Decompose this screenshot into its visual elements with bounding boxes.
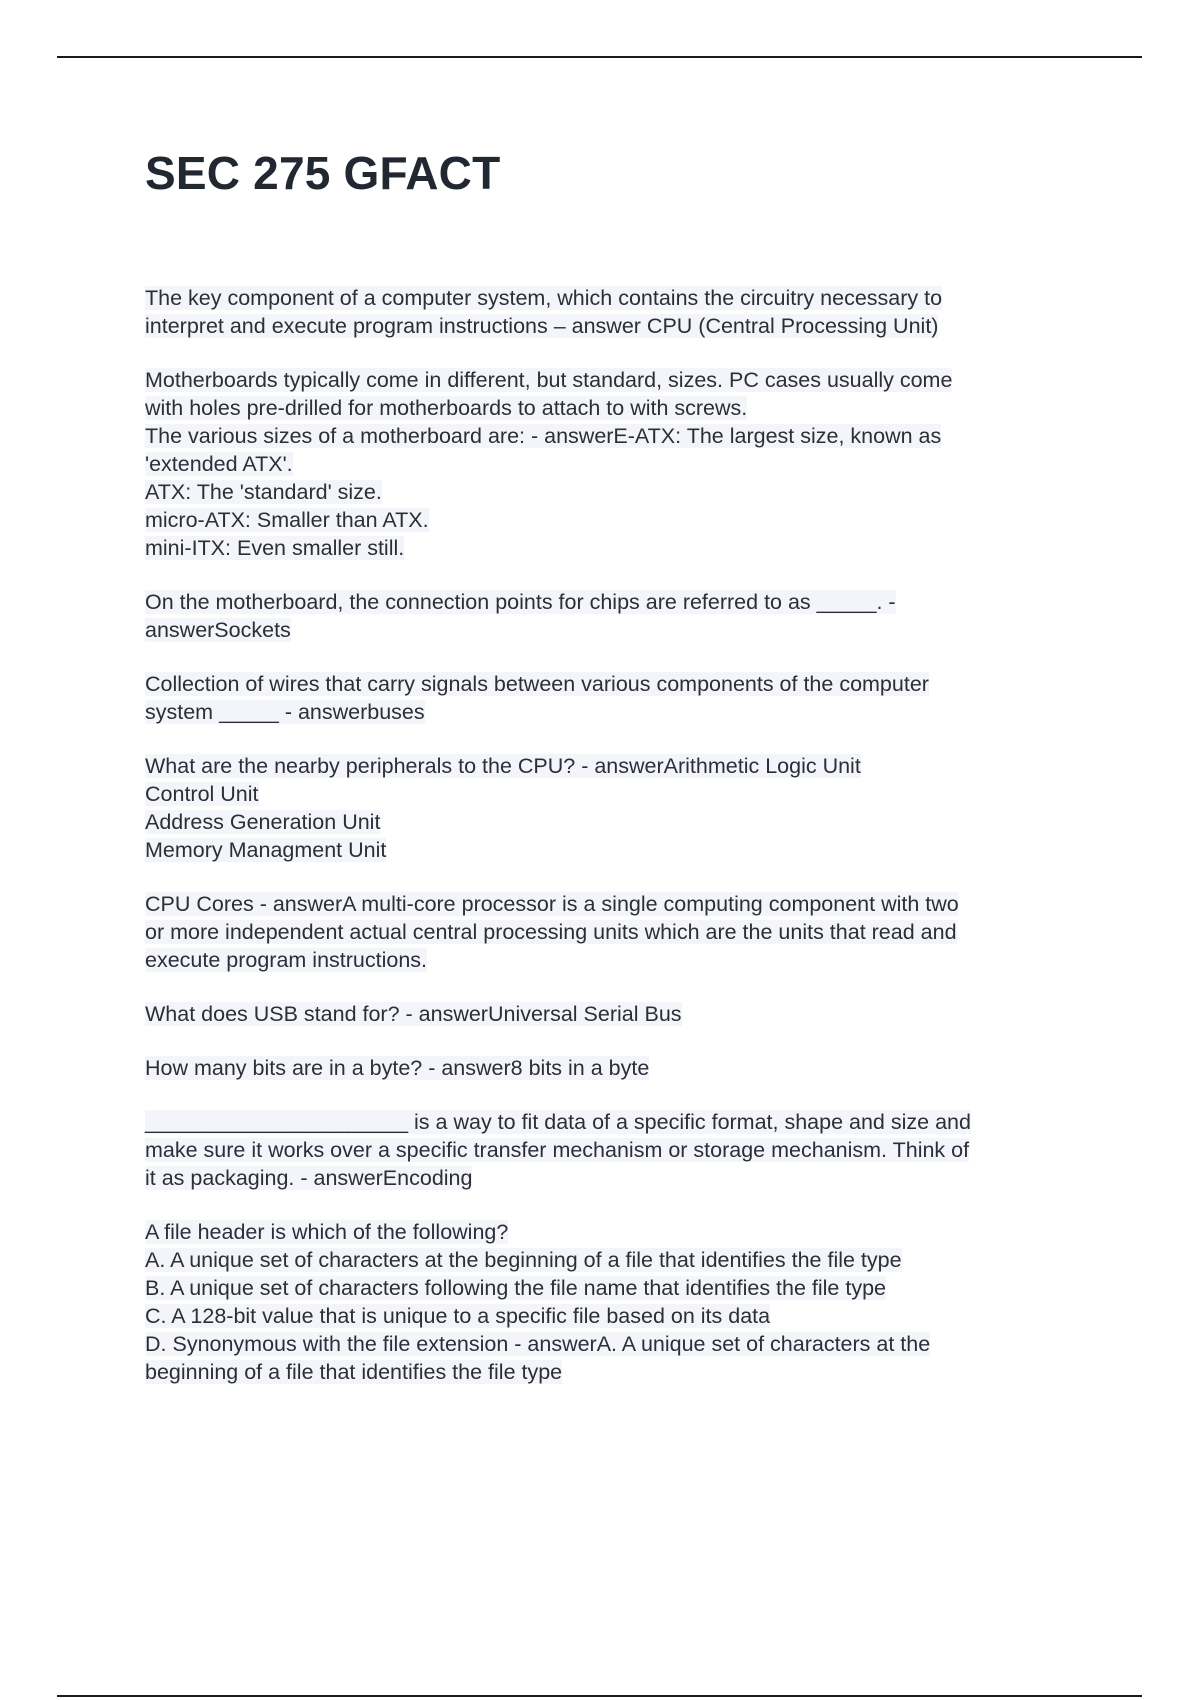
qa-item — [145, 588, 1075, 644]
qa-line — [145, 670, 1075, 698]
qa-line-text: 'extended ATX'. — [145, 452, 293, 476]
qa-line — [145, 918, 1075, 946]
qa-line — [145, 1246, 1075, 1274]
qa-line — [145, 1164, 1075, 1192]
qa-line-text: Collection of wires that carry signals between various components of the computer — [145, 672, 929, 696]
qa-line — [145, 1000, 1075, 1028]
qa-line-text: On the motherboard, the connection points for chips are referred to as _____. - — [145, 590, 896, 614]
qa-line — [145, 506, 1075, 534]
qa-item — [145, 752, 1075, 864]
qa-line-text: or more independent actual central processing units which are the units that read and — [145, 920, 957, 944]
qa-line — [145, 616, 1075, 644]
qa-line — [145, 808, 1075, 836]
qa-list — [145, 284, 1075, 1412]
qa-item — [145, 366, 1075, 562]
qa-line-text: D. Synonymous with the file extension - answerA. A unique set of characters at the — [145, 1332, 931, 1356]
qa-line-text: system _____ - answerbuses — [145, 700, 425, 724]
qa-line — [145, 1108, 1075, 1136]
qa-item — [145, 890, 1075, 974]
qa-line — [145, 534, 1075, 562]
qa-line-text: How many bits are in a byte? - answer8 bits in a byte — [145, 1056, 650, 1080]
qa-line-text: beginning of a file that identifies the file type — [145, 1360, 563, 1384]
qa-item — [145, 1108, 1075, 1192]
qa-item — [145, 1218, 1075, 1386]
qa-line — [145, 752, 1075, 780]
bottom-divider — [57, 1695, 1142, 1697]
qa-line-text: make sure it works over a specific transfer mechanism or storage mechanism. Think of — [145, 1138, 970, 1162]
qa-line-text: interpret and execute program instructions – answer CPU (Central Processing Unit) — [145, 314, 939, 338]
qa-line-text: A. A unique set of characters at the beginning of a file that identifies the file type — [145, 1248, 902, 1272]
qa-line — [145, 1054, 1075, 1082]
qa-line — [145, 450, 1075, 478]
qa-line — [145, 312, 1075, 340]
qa-item — [145, 284, 1075, 340]
qa-line — [145, 1302, 1075, 1330]
qa-line — [145, 698, 1075, 726]
qa-line — [145, 366, 1075, 394]
qa-line-text: Control Unit — [145, 782, 259, 806]
qa-line-text: CPU Cores - answerA multi-core processor is a single computing component with two — [145, 892, 959, 916]
qa-line-text: Address Generation Unit — [145, 810, 381, 834]
qa-line-text: execute program instructions. — [145, 948, 428, 972]
qa-item — [145, 1000, 1075, 1028]
qa-line-text: answerSockets — [145, 618, 291, 642]
qa-line-text: A file header is which of the following? — [145, 1220, 509, 1244]
document-title: SEC 275 GFACT — [145, 147, 501, 199]
qa-line — [145, 1136, 1075, 1164]
qa-line — [145, 1274, 1075, 1302]
qa-line — [145, 890, 1075, 918]
qa-line-text: Motherboards typically come in different, but standard, sizes. PC cases usually come — [145, 368, 953, 392]
qa-line — [145, 478, 1075, 506]
qa-line-text: micro-ATX: Smaller than ATX. — [145, 508, 429, 532]
qa-line — [145, 1358, 1075, 1386]
qa-line-text: What does USB stand for? - answerUniversal Serial Bus — [145, 1002, 682, 1026]
qa-line — [145, 1330, 1075, 1358]
qa-line — [145, 946, 1075, 974]
qa-line — [145, 284, 1075, 312]
qa-line — [145, 780, 1075, 808]
qa-line-text: it as packaging. - answerEncoding — [145, 1166, 473, 1190]
qa-line-text: mini-ITX: Even smaller still. — [145, 536, 405, 560]
qa-line-text: The key component of a computer system, which contains the circuitry necessary to — [145, 286, 943, 310]
qa-line-text: ATX: The 'standard' size. — [145, 480, 382, 504]
qa-line-text: C. A 128-bit value that is unique to a specific file based on its data — [145, 1304, 771, 1328]
qa-line — [145, 394, 1075, 422]
top-divider — [57, 56, 1142, 58]
qa-line-text: B. A unique set of characters following the file name that identifies the file type — [145, 1276, 886, 1300]
qa-line-text: ______________________ is a way to fit data of a specific format, shape and size and — [145, 1110, 971, 1134]
qa-line — [145, 588, 1075, 616]
qa-line-text: with holes pre-drilled for motherboards to attach to with screws. — [145, 396, 748, 420]
qa-item — [145, 670, 1075, 726]
qa-line — [145, 836, 1075, 864]
qa-line — [145, 422, 1075, 450]
qa-line-text: The various sizes of a motherboard are: - answerE-ATX: The largest size, known as — [145, 424, 942, 448]
qa-line — [145, 1218, 1075, 1246]
qa-line-text: What are the nearby peripherals to the CPU? - answerArithmetic Logic Unit — [145, 754, 861, 778]
qa-line-text: Memory Managment Unit — [145, 838, 387, 862]
qa-item — [145, 1054, 1075, 1082]
